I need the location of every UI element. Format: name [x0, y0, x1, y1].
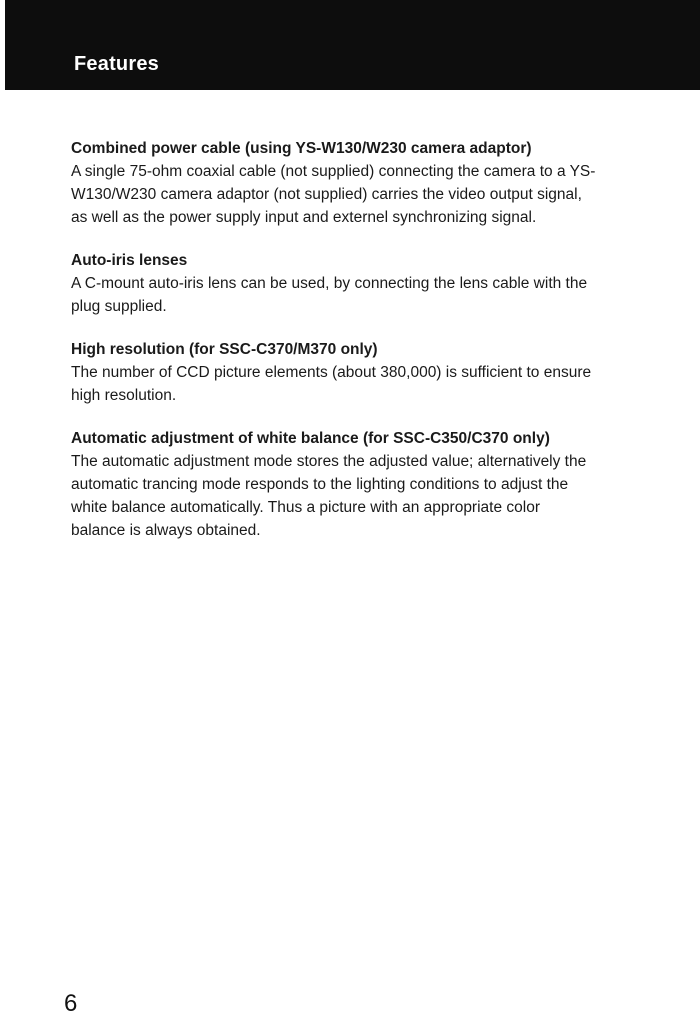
section-auto-iris-lenses [71, 250, 681, 318]
section-body [71, 361, 681, 407]
body-line: W130/W230 camera adaptor (not supplied) carries the video output signal, [71, 186, 582, 203]
section-heading: Combined power cable (using YS-W130/W230 camera adaptor) [71, 140, 532, 157]
body-line: high resolution. [71, 387, 177, 404]
body-line: A C-mount auto-iris lens can be used, by connecting the lens cable with the [71, 275, 588, 292]
page-number: 6 [64, 990, 78, 1017]
section-body [71, 160, 681, 229]
section-heading: High resolution (for SSC-C370/M370 only) [71, 341, 378, 358]
body-line: The number of CCD picture elements (about 380,000) is sufficient to ensure [71, 364, 592, 381]
page-title: Features [74, 53, 159, 75]
section-high-resolution [71, 339, 681, 407]
section-combined-power-cable [71, 138, 681, 229]
section-heading: Auto-iris lenses [71, 252, 188, 269]
body-line: as well as the power supply input and externel synchronizing signal. [71, 209, 537, 226]
section-body [71, 450, 681, 542]
body-line: The automatic adjustment mode stores the adjusted value; alternatively the [71, 453, 587, 470]
body-line: white balance automatically. Thus a picture with an appropriate color [71, 499, 540, 516]
section-body [71, 272, 681, 318]
header-bar [5, 0, 700, 90]
body-line: A single 75-ohm coaxial cable (not supplied) connecting the camera to a YS- [71, 163, 596, 180]
body-line: balance is always obtained. [71, 522, 261, 539]
section-white-balance [71, 428, 681, 542]
body-line: automatic trancing mode responds to the lighting conditions to adjust the [71, 476, 569, 493]
body-line: plug supplied. [71, 298, 167, 315]
content-area [71, 138, 681, 563]
section-heading: Automatic adjustment of white balance (for SSC-C350/C370 only) [71, 430, 550, 447]
